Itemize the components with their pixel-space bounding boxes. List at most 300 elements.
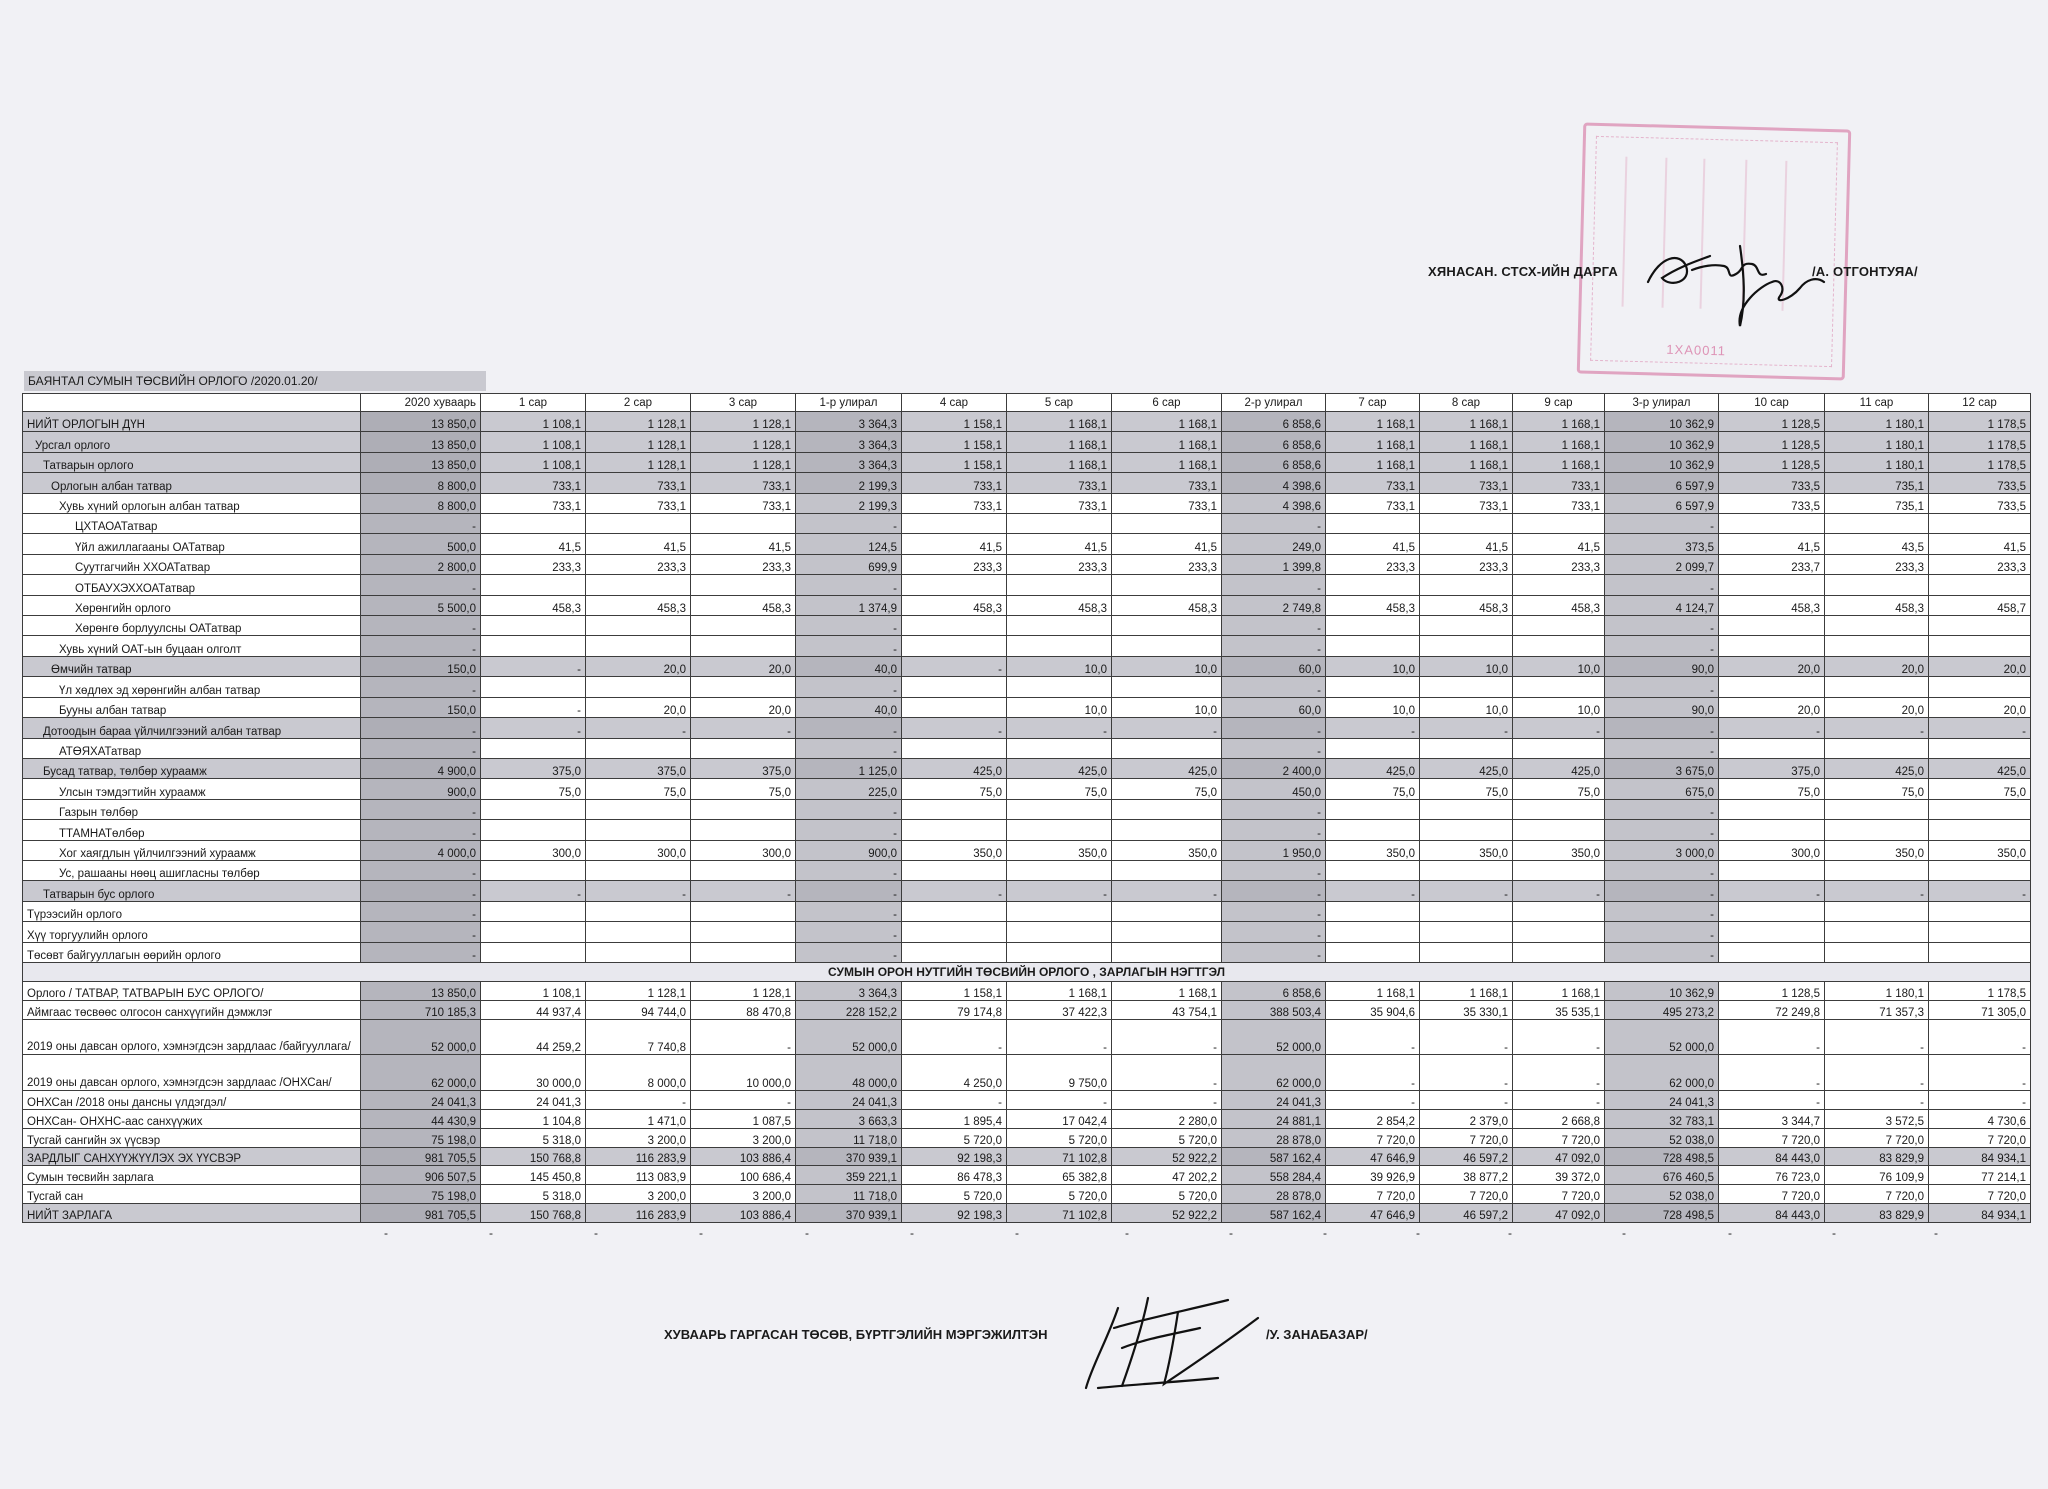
value-cell: 7 720,0 — [1825, 1185, 1929, 1204]
value-cell — [1929, 575, 2031, 595]
value-cell: 24 041,3 — [361, 1091, 481, 1110]
value-cell — [902, 799, 1007, 819]
value-cell: 52 000,0 — [1605, 1019, 1719, 1055]
row-label: ОТБАУХЭХХОАТатвар — [23, 575, 361, 595]
value-cell — [691, 514, 796, 534]
table-row — [23, 656, 2031, 676]
value-cell: 350,0 — [1007, 840, 1112, 860]
value-cell: 20,0 — [1929, 697, 2031, 717]
row-label: Орлого / ТАТВАР, ТАТВАРЫН БУС ОРЛОГО/ — [23, 982, 361, 1001]
value-cell — [586, 942, 691, 963]
value-cell: 39 372,0 — [1513, 1166, 1605, 1185]
value-cell: 458,3 — [1007, 595, 1112, 615]
row-label: 2019 оны давсан орлого, хэмнэгдсэн зардлаас /байгууллага/ — [23, 1019, 361, 1055]
value-cell: - — [1222, 820, 1326, 840]
value-cell: 2 400,0 — [1222, 758, 1326, 778]
value-cell — [1112, 799, 1222, 819]
value-cell — [1719, 799, 1825, 819]
value-cell: - — [361, 616, 481, 636]
value-cell: 60,0 — [1222, 656, 1326, 676]
value-cell: - — [1605, 942, 1719, 963]
value-cell: - — [902, 718, 1007, 738]
preparer-signature — [1078, 1288, 1268, 1394]
value-cell: 375,0 — [481, 758, 586, 778]
value-cell: - — [1929, 718, 2031, 738]
value-cell: - — [1326, 881, 1420, 901]
value-cell — [1513, 514, 1605, 534]
value-cell: 1 178,5 — [1929, 412, 2031, 432]
dash-mark: - — [910, 1226, 914, 1240]
value-cell: - — [1420, 1019, 1513, 1055]
value-cell: 10 362,9 — [1605, 412, 1719, 432]
section-title: СУМЫН ОРОН НУТГИЙН ТӨСВИЙН ОРЛОГО , ЗАРЛАГЫН НЭГТГЭЛ — [23, 963, 2031, 982]
value-cell: 1 128,5 — [1719, 982, 1825, 1001]
value-cell: 62 000,0 — [361, 1055, 481, 1091]
value-cell: 75,0 — [1420, 779, 1513, 799]
value-cell — [902, 820, 1007, 840]
value-cell: 24 041,3 — [481, 1091, 586, 1110]
value-cell — [1929, 738, 2031, 758]
value-cell: 8 800,0 — [361, 493, 481, 513]
table-row — [23, 982, 2031, 1001]
value-cell: 375,0 — [691, 758, 796, 778]
col-header: 3-р улирал — [1605, 394, 1719, 412]
value-cell — [1513, 677, 1605, 697]
value-cell: 46 597,2 — [1420, 1204, 1513, 1223]
value-cell — [1929, 616, 2031, 636]
value-cell — [691, 922, 796, 942]
value-cell — [1929, 820, 2031, 840]
value-cell: 3 200,0 — [691, 1185, 796, 1204]
value-cell: 7 720,0 — [1513, 1128, 1605, 1147]
row-label: Орлогын албан татвар — [23, 473, 361, 493]
value-cell: 52 922,2 — [1112, 1204, 1222, 1223]
col-header: 2 сар — [586, 394, 691, 412]
row-label: Өмчийн татвар — [23, 656, 361, 676]
value-cell — [1112, 616, 1222, 636]
value-cell: - — [481, 656, 586, 676]
value-cell — [1420, 636, 1513, 656]
value-cell: 733,1 — [1513, 473, 1605, 493]
value-cell: 370 939,1 — [796, 1147, 902, 1166]
value-cell — [1719, 616, 1825, 636]
value-cell — [1825, 799, 1929, 819]
value-cell — [1929, 677, 2031, 697]
value-cell: 20,0 — [691, 697, 796, 717]
value-cell: 375,0 — [586, 758, 691, 778]
value-cell: - — [796, 860, 902, 880]
dash-mark: - — [384, 1226, 388, 1240]
value-cell: 3 572,5 — [1825, 1109, 1929, 1128]
value-cell: - — [1326, 1019, 1420, 1055]
value-cell — [1513, 901, 1605, 921]
value-cell: 90,0 — [1605, 656, 1719, 676]
value-cell: 233,3 — [1007, 554, 1112, 574]
row-label: Хувь хүний ОАТ-ын буцаан олголт — [23, 636, 361, 656]
value-cell — [1719, 942, 1825, 963]
value-cell: - — [1222, 514, 1326, 534]
value-cell: - — [1605, 514, 1719, 534]
value-cell: 1 128,5 — [1719, 412, 1825, 432]
value-cell: 103 886,4 — [691, 1147, 796, 1166]
value-cell: 6 858,6 — [1222, 982, 1326, 1001]
value-cell: - — [1605, 820, 1719, 840]
value-cell — [691, 738, 796, 758]
row-label: АТӨЯХАТатвар — [23, 738, 361, 758]
value-cell: 233,3 — [691, 554, 796, 574]
value-cell: - — [361, 942, 481, 963]
stamp-code: 1ХА0011 — [1666, 341, 1727, 359]
table-row — [23, 881, 2031, 901]
value-cell — [1112, 922, 1222, 942]
row-label: Сумын төсвийн зарлага — [23, 1166, 361, 1185]
value-cell: 65 382,8 — [1007, 1166, 1112, 1185]
value-cell: 733,1 — [1420, 473, 1513, 493]
value-cell: 2 800,0 — [361, 554, 481, 574]
value-cell: - — [691, 1019, 796, 1055]
value-cell — [1420, 820, 1513, 840]
value-cell: 1 180,1 — [1825, 432, 1929, 452]
value-cell: 249,0 — [1222, 534, 1326, 554]
value-cell — [1007, 942, 1112, 963]
value-cell: 733,1 — [902, 493, 1007, 513]
value-cell: 41,5 — [481, 534, 586, 554]
value-cell: 1 950,0 — [1222, 840, 1326, 860]
value-cell: 233,7 — [1719, 554, 1825, 574]
value-cell: 7 720,0 — [1420, 1185, 1513, 1204]
value-cell: - — [1007, 718, 1112, 738]
value-cell: 52 000,0 — [796, 1019, 902, 1055]
value-cell: - — [361, 636, 481, 656]
value-cell: 2 199,3 — [796, 473, 902, 493]
value-cell: 84 443,0 — [1719, 1147, 1825, 1166]
value-cell: 92 198,3 — [902, 1147, 1007, 1166]
value-cell: 92 198,3 — [902, 1204, 1007, 1223]
table-row — [23, 1204, 2031, 1223]
table-row — [23, 1000, 2031, 1019]
value-cell: 10,0 — [1326, 697, 1420, 717]
value-cell: 733,5 — [1929, 473, 2031, 493]
value-cell: - — [1112, 881, 1222, 901]
dash-mark: - — [699, 1226, 703, 1240]
value-cell: 225,0 — [796, 779, 902, 799]
value-cell: - — [361, 575, 481, 595]
value-cell: 71 305,0 — [1929, 1000, 2031, 1019]
value-cell: 5 720,0 — [902, 1185, 1007, 1204]
table-row — [23, 452, 2031, 472]
value-cell: 458,3 — [586, 595, 691, 615]
row-label: ОНХСан- ОНХНС-аас санхүүжих — [23, 1109, 361, 1128]
value-cell: 3 000,0 — [1605, 840, 1719, 860]
value-cell: - — [691, 881, 796, 901]
value-cell: - — [1513, 1055, 1605, 1091]
value-cell: 350,0 — [1112, 840, 1222, 860]
value-cell: 733,1 — [586, 493, 691, 513]
value-cell: 40,0 — [796, 697, 902, 717]
table-row — [23, 636, 2031, 656]
value-cell: 5 720,0 — [1112, 1185, 1222, 1204]
value-cell — [902, 616, 1007, 636]
value-cell — [902, 942, 1007, 963]
value-cell: 8 000,0 — [586, 1055, 691, 1091]
value-cell: 500,0 — [361, 534, 481, 554]
value-cell: 733,1 — [481, 493, 586, 513]
value-cell — [902, 575, 1007, 595]
value-cell: 52 000,0 — [361, 1019, 481, 1055]
value-cell: 228 152,2 — [796, 1000, 902, 1019]
row-label: Тусгай сангийн эх үүсвэр — [23, 1128, 361, 1147]
value-cell: 2 379,0 — [1420, 1109, 1513, 1128]
value-cell: 24 041,3 — [1605, 1091, 1719, 1110]
value-cell: - — [361, 820, 481, 840]
value-cell: 79 174,8 — [902, 1000, 1007, 1019]
value-cell: - — [1605, 677, 1719, 697]
value-cell: 425,0 — [1929, 758, 2031, 778]
value-cell — [481, 636, 586, 656]
value-cell: 233,3 — [1929, 554, 2031, 574]
dash-mark: - — [1125, 1226, 1129, 1240]
value-cell: 587 162,4 — [1222, 1147, 1326, 1166]
value-cell: 20,0 — [691, 656, 796, 676]
value-cell: - — [1420, 718, 1513, 738]
value-cell: 113 083,9 — [586, 1166, 691, 1185]
value-cell: 94 744,0 — [586, 1000, 691, 1019]
value-cell: 10 362,9 — [1605, 982, 1719, 1001]
value-cell: 233,3 — [1420, 554, 1513, 574]
value-cell: 458,3 — [1112, 595, 1222, 615]
table-row — [23, 718, 2031, 738]
value-cell: 10,0 — [1007, 697, 1112, 717]
trailing-dashes — [282, 1226, 2020, 1240]
value-cell: - — [1719, 718, 1825, 738]
value-cell: - — [1719, 1091, 1825, 1110]
value-cell: 84 934,1 — [1929, 1147, 2031, 1166]
value-cell: 1 108,1 — [481, 452, 586, 472]
income-rows — [23, 412, 2031, 963]
value-cell: 37 422,3 — [1007, 1000, 1112, 1019]
value-cell: - — [1326, 1091, 1420, 1110]
value-cell: 1 158,1 — [902, 432, 1007, 452]
value-cell: 733,1 — [902, 473, 1007, 493]
dash-mark: - — [1015, 1226, 1019, 1240]
value-cell: 233,3 — [586, 554, 691, 574]
value-cell — [481, 942, 586, 963]
table-row — [23, 1166, 2031, 1185]
value-cell — [902, 514, 1007, 534]
value-cell: 450,0 — [1222, 779, 1326, 799]
value-cell: 458,3 — [1326, 595, 1420, 615]
value-cell: 28 878,0 — [1222, 1128, 1326, 1147]
row-label: Аймгаас төсвөөс олгосон санхүүгийн дэмжлэг — [23, 1000, 361, 1019]
value-cell — [1513, 575, 1605, 595]
value-cell: 1 180,1 — [1825, 452, 1929, 472]
row-label: Түрээсийн орлого — [23, 901, 361, 921]
value-cell — [1112, 514, 1222, 534]
value-cell: 47 646,9 — [1326, 1147, 1420, 1166]
value-cell: 10,0 — [1420, 697, 1513, 717]
value-cell: 6 597,9 — [1605, 473, 1719, 493]
value-cell: 900,0 — [796, 840, 902, 860]
value-cell: 5 720,0 — [1007, 1185, 1112, 1204]
value-cell — [1929, 860, 2031, 880]
value-cell: 5 318,0 — [481, 1128, 586, 1147]
value-cell — [1929, 799, 2031, 819]
value-cell: 7 720,0 — [1326, 1185, 1420, 1204]
value-cell: 41,5 — [1326, 534, 1420, 554]
value-cell: 75 198,0 — [361, 1128, 481, 1147]
row-label: Хүү торгуулийн орлого — [23, 922, 361, 942]
value-cell: - — [796, 820, 902, 840]
value-cell: - — [361, 514, 481, 534]
dash-mark: - — [1728, 1226, 1732, 1240]
value-cell — [1513, 738, 1605, 758]
value-cell: 1 399,8 — [1222, 554, 1326, 574]
table-row — [23, 575, 2031, 595]
value-cell: 735,1 — [1825, 473, 1929, 493]
value-cell: 13 850,0 — [361, 452, 481, 472]
value-cell: 733,5 — [1719, 493, 1825, 513]
value-cell: 2 749,8 — [1222, 595, 1326, 615]
value-cell: - — [902, 656, 1007, 676]
value-cell: 10 362,9 — [1605, 432, 1719, 452]
value-cell: 233,3 — [1825, 554, 1929, 574]
value-cell: - — [1605, 636, 1719, 656]
value-cell: 350,0 — [1420, 840, 1513, 860]
value-cell: 728 498,5 — [1605, 1204, 1719, 1223]
value-cell: 1 168,1 — [1420, 432, 1513, 452]
value-cell: 10,0 — [1112, 697, 1222, 717]
value-cell — [902, 922, 1007, 942]
value-cell — [586, 922, 691, 942]
value-cell: - — [1222, 738, 1326, 758]
value-cell: 1 168,1 — [1420, 452, 1513, 472]
value-cell — [481, 616, 586, 636]
table-row — [23, 820, 2031, 840]
value-cell — [481, 799, 586, 819]
table-row — [23, 840, 2031, 860]
table-row — [23, 758, 2031, 778]
value-cell: 7 720,0 — [1929, 1128, 2031, 1147]
value-cell: 1 128,1 — [586, 412, 691, 432]
value-cell: 39 926,9 — [1326, 1166, 1420, 1185]
value-cell: - — [586, 718, 691, 738]
value-cell: 1 128,1 — [586, 452, 691, 472]
budget-table — [22, 393, 2031, 1223]
value-cell: 1 168,1 — [1007, 432, 1112, 452]
value-cell: 1 168,1 — [1007, 452, 1112, 472]
value-cell: 1 168,1 — [1007, 412, 1112, 432]
value-cell: 52 038,0 — [1605, 1185, 1719, 1204]
value-cell: 1 471,0 — [586, 1109, 691, 1128]
value-cell: 1 128,1 — [691, 432, 796, 452]
table-row — [23, 677, 2031, 697]
value-cell — [902, 636, 1007, 656]
value-cell: 1 168,1 — [1513, 452, 1605, 472]
preparer-name: /У. ЗАНАБАЗАР/ — [1266, 1327, 1368, 1342]
value-cell: 86 478,3 — [902, 1166, 1007, 1185]
table-row — [23, 1109, 2031, 1128]
value-cell: 233,3 — [481, 554, 586, 574]
value-cell: - — [481, 718, 586, 738]
value-cell: 3 364,3 — [796, 452, 902, 472]
value-cell — [1420, 738, 1513, 758]
value-cell — [1112, 677, 1222, 697]
row-label: НИЙТ ОРЛОГЫН ДҮН — [23, 412, 361, 432]
row-label: Улсын тэмдэгтийн хураамж — [23, 779, 361, 799]
value-cell: 75,0 — [481, 779, 586, 799]
value-cell — [691, 616, 796, 636]
value-cell — [1007, 922, 1112, 942]
document-title: БАЯНТАЛ СУМЫН ТӨСВИЙН ОРЛОГО /2020.01.20/ — [24, 371, 486, 391]
value-cell: 10,0 — [1007, 656, 1112, 676]
value-cell — [1112, 738, 1222, 758]
value-cell: 7 720,0 — [1719, 1185, 1825, 1204]
value-cell: - — [1222, 677, 1326, 697]
value-cell — [1420, 860, 1513, 880]
value-cell: 1 374,9 — [796, 595, 902, 615]
value-cell — [1112, 575, 1222, 595]
value-cell — [1326, 901, 1420, 921]
value-cell: 676 460,5 — [1605, 1166, 1719, 1185]
value-cell: - — [361, 738, 481, 758]
value-cell: - — [1929, 1055, 2031, 1091]
row-label: Хог хаягдлын үйлчилгээний хураамж — [23, 840, 361, 860]
value-cell: - — [691, 718, 796, 738]
value-cell: - — [796, 636, 902, 656]
value-cell: - — [1112, 1091, 1222, 1110]
value-cell: 100 686,4 — [691, 1166, 796, 1185]
value-cell: 6 597,9 — [1605, 493, 1719, 513]
value-cell: 2 099,7 — [1605, 554, 1719, 574]
value-cell: - — [1112, 1055, 1222, 1091]
value-cell: 3 364,3 — [796, 982, 902, 1001]
value-cell — [1326, 738, 1420, 758]
value-cell — [691, 860, 796, 880]
dash-mark: - — [1323, 1226, 1327, 1240]
col-header — [23, 394, 361, 412]
value-cell: 116 283,9 — [586, 1204, 691, 1223]
value-cell — [1326, 942, 1420, 963]
value-cell — [1825, 860, 1929, 880]
value-cell: - — [1007, 1091, 1112, 1110]
row-label: Үйл ажиллагааны ОАТатвар — [23, 534, 361, 554]
value-cell: 375,0 — [1719, 758, 1825, 778]
value-cell — [586, 677, 691, 697]
value-cell: - — [1825, 881, 1929, 901]
value-cell: 350,0 — [1929, 840, 2031, 860]
value-cell — [1825, 942, 1929, 963]
value-cell: 1 168,1 — [1420, 412, 1513, 432]
value-cell — [1825, 575, 1929, 595]
value-cell: - — [1825, 1019, 1929, 1055]
value-cell: 458,3 — [1513, 595, 1605, 615]
dash-mark: - — [1832, 1226, 1836, 1240]
value-cell — [1513, 860, 1605, 880]
value-cell: 10 362,9 — [1605, 452, 1719, 472]
value-cell: 75,0 — [1929, 779, 2031, 799]
value-cell: 710 185,3 — [361, 1000, 481, 1019]
value-cell: 1 087,5 — [691, 1109, 796, 1128]
value-cell: 373,5 — [1605, 534, 1719, 554]
table-row — [23, 1147, 2031, 1166]
value-cell: 30 000,0 — [481, 1055, 586, 1091]
value-cell: 75,0 — [902, 779, 1007, 799]
value-cell — [1007, 575, 1112, 595]
value-cell — [1326, 575, 1420, 595]
value-cell: 1 158,1 — [902, 452, 1007, 472]
value-cell: - — [481, 881, 586, 901]
value-cell: 48 000,0 — [796, 1055, 902, 1091]
